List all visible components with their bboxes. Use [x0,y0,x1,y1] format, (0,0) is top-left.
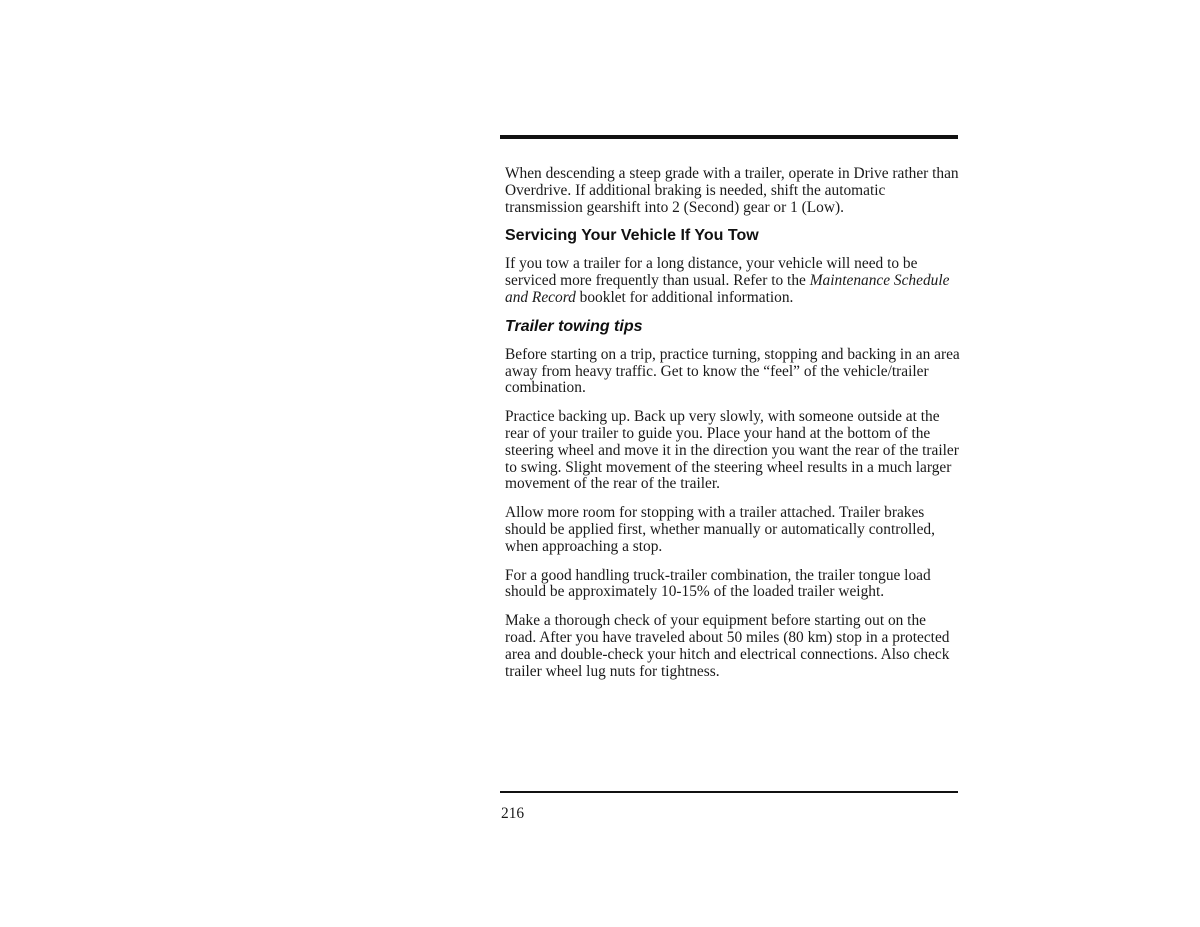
subsection-heading-towing-tips: Trailer towing tips [505,317,643,335]
tip-paragraph: Before starting on a trip, practice turning, stopping and backing in an area away from heavy traffic. Get to know the “feel” of the vehicle/trailer combination. [505,345,960,397]
tip-paragraph: For a good handling truck-trailer combination, the trailer tongue load should be approximately 10-15% of the loaded trailer weight. [505,566,931,601]
page-number: 216 [501,805,525,822]
servicing-text-before: If you tow a trailer for a long distance, your vehicle will need to be serviced more frequently than usual. Refer to the [505,255,918,290]
tip-paragraph: Make a thorough check of your equipment before starting out on the road. After you have traveled about 50 miles (80 km) stop in a protected area and double-check your hitch and electrical connections. Also check trailer wheel lug nuts for tightness. [505,612,950,680]
tip-paragraph: Practice backing up. Back up very slowly, with someone outside at the rear of your trailer to guide you. Place your hand at the bottom of the steering wheel and move it in the direction you want the rear of the trailer to swing. Slight movement of the steering wheel results in a much larger movement of the rear of the trailer. [505,408,959,493]
maintenance-schedule-reference: Maintenance Schedule and Record [505,272,950,306]
servicing-text-after: booklet for additional information. [575,288,794,306]
top-rule [500,135,958,139]
section-heading-servicing: Servicing Your Vehicle If You Tow [505,227,759,245]
page-content [505,166,960,680]
tip-paragraph: Allow more room for stopping with a trailer attached. Trailer brakes should be applied first, whether manually or automatically controlled, when approaching a stop. [505,504,935,555]
bottom-rule [500,791,958,793]
intro-paragraph: When descending a steep grade with a trailer, operate in Drive rather than Overdrive. If additional braking is needed, shift the automatic transmission gearshift into 2 (Second) gear or 1 (Low). [505,165,959,216]
servicing-paragraph [505,256,960,306]
